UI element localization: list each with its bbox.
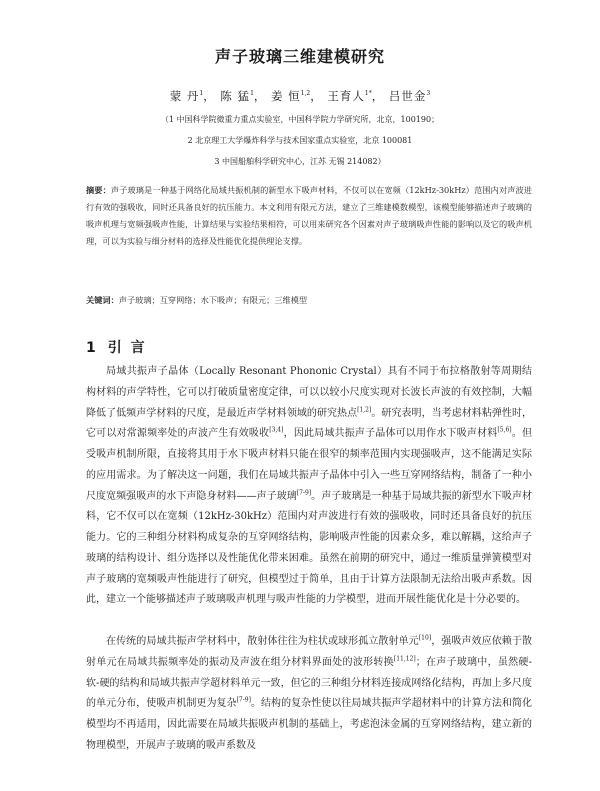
author-name: 吕世金 [388, 89, 427, 103]
body-text: ；在声子玻璃中，虽然硬-软-硬的结构和局域共振声学超材料单元一致，但它的三种组分材料连接成网络化结构，再加上多尺度的单元分布，使吸声机制更为复杂 [86, 656, 532, 710]
body-text: 在传统的局域共振声学材料中，散射体往往为柱状或球形孤立散射单元 [106, 636, 419, 647]
abstract-text: 声子玻璃是一种基于网络化局域共振机制的新型水下吸声材料，不仅可以在宽频（12kHz-30kHz）范围内对声波进行有效的强吸收，同时还具备良好的抗压能力。本文利用有限元方法，建立了三维建模数模型，该模型能够描述声子玻璃的吸声机理与宽频强吸声性能，计算结果与实验结果相符，可以用来研究各个因素对声子玻璃吸声性能的影响以及它的吸声机理，可以为实验与细分材料的选择及性能优化提供理论支撑。 [86, 185, 532, 246]
paper-title: 声子玻璃三维建模研究 [214, 47, 385, 66]
author-name: 陈 猛 [220, 89, 251, 103]
body-paragraph-1 [86, 362, 532, 611]
author-affiliation-mark: 1* [364, 90, 372, 98]
author-affiliation-mark: 1 [199, 90, 204, 98]
citation: [1,2] [357, 406, 372, 414]
keywords [86, 294, 532, 306]
body-paragraph-2 [86, 632, 532, 757]
citation: [11,12] [393, 655, 416, 663]
section-number: 1 [86, 340, 98, 356]
body-text: 。研究表明，当考虑材料粘弹性时，它可以对常源频率处的声波产生有效吸收 [86, 407, 533, 440]
author-affiliation-mark: 1 [250, 90, 254, 98]
body-text: ，强吸声效应依赖于散射单元在局域共振频率处的振动及声波在组分材料界面处的波形转换 [86, 636, 533, 668]
keywords-text: 声子玻璃；互穿网络；水下吸声；有限元；三维模型 [118, 295, 308, 305]
affiliation-line: 3 中国船舶科学研究中心，江苏 无锡 214082） [214, 157, 386, 166]
body-text: ，因此局域共振声子晶体可以用作水下吸声材料 [283, 428, 498, 440]
author-name: 姜 恒 [271, 89, 301, 103]
section-heading [86, 337, 147, 357]
citation: [10] [418, 634, 432, 642]
author-affiliation-mark: 1,2 [300, 90, 311, 98]
affiliation-line: （1 中国科学院微重力重点实验室，中国科学院力学研究所，北京，100190； [160, 115, 440, 124]
citation: [5,6] [497, 426, 512, 434]
section-title: 引 言 [107, 340, 147, 356]
keywords-label: 关键词： [86, 295, 119, 305]
affiliation-line: 2 北京理工大学爆炸科学与技术国家重点实验室，北京 100081 [187, 136, 413, 145]
abstract [86, 182, 532, 250]
author-name: 王育人 [327, 89, 365, 103]
body-text: 。但受吸声机制所限，直接将其用于水下吸声材料只能在很窄的频率范围内实现强吸声，这不能满足实际的应用需求。为了解决这一问题，我们在局域共振声子晶体中引入一些互穿网络结构，制备了一种小尺度宽频强吸声的水下声隐身材料——声子玻璃 [86, 428, 533, 502]
body-text: 局域共振声子晶体（Locally Resonant Phononic Crystal）具有不同于布拉格散射等周期结构材料的声学特性，它可以打破质量密度定律，可以以较小尺度实现对长波长声波的有效控制，大幅降低了低频声学材料的尺度，是最近声学材料领域的研究热点 [86, 366, 532, 419]
citation: [7-9] [236, 696, 251, 704]
body-text: 。声子玻璃是一种基于局域共振的新型水下吸声材料，它不仅可以在宽频（12kHz-30kHz）范围内对声波进行有效的强吸收，同时还具备良好的抗压能力。它的三种组分材料构成复杂的互穿网络结构，影响吸声性能的因素众多，难以解耦，这给声子玻璃的结构设计、组分选择以及性能优化带来困难。虽然在前期的研究中，通过一维质量弹簧模型对声子玻璃的宽频吸声性能进行了研究，但模型过于简单，且由于计算方法限制无法给出吸声系数。因此，建立一个能够描述声子玻璃吸声机理与吸声性能的力学模型，进而开展性能优化是十分必要的。 [86, 490, 533, 606]
author-affiliation-mark: 3 [426, 90, 431, 98]
citation: [3,4] [269, 426, 284, 434]
author-list: 蒙 丹$^1$， 陈 猛$^1$， 姜 恒$^{1,2}$， 王育人$^{1*}$， 吕世金$^3$ [169, 89, 431, 103]
body-text: 。结构的复杂性使以往局域共振声学超材料中的计算方法和简化模型均不再适用，因此需要在局域共振吸声机制的基础上，考虑泡沫金属的互穿网络结构，建立新的物理模型，开展声子玻璃的吸声系数及 [86, 698, 532, 751]
abstract-label: 摘要： [86, 185, 111, 195]
citation: [7-9] [296, 489, 312, 497]
author-name: 蒙 丹 [169, 89, 200, 103]
